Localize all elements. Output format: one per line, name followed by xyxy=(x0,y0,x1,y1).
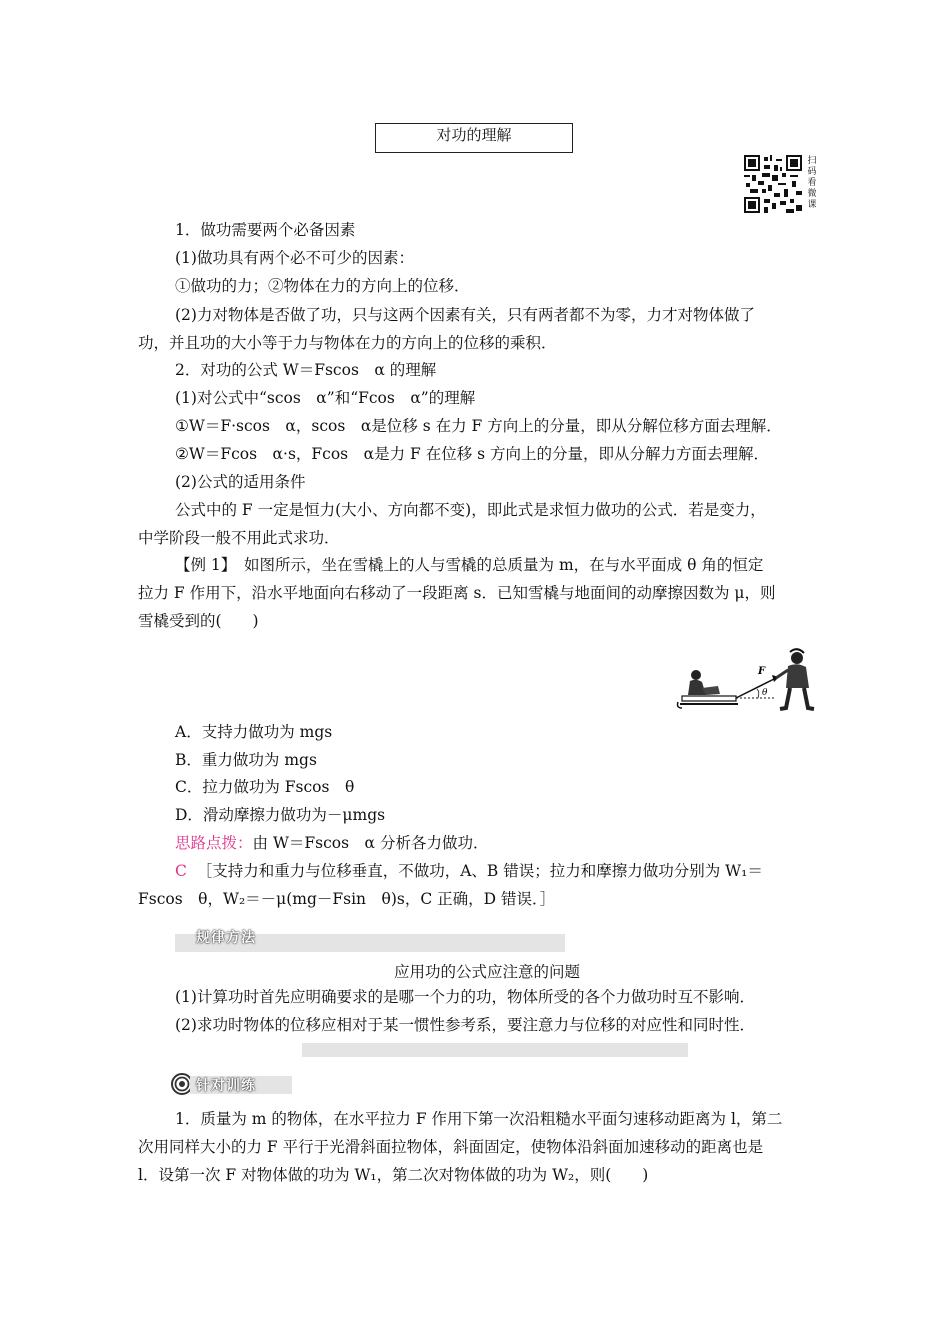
example-1-question: 雪橇受到的( ) xyxy=(138,612,259,630)
paragraph: (2)公式的适用条件 xyxy=(175,473,306,491)
paragraph: ①做功的力；②物体在力的方向上的位移． xyxy=(175,277,470,295)
training-question: 次用同样大小的力 F 平行于光滑斜面拉物体，斜面固定，使物体沿斜面加速移动的距离也是 xyxy=(138,1138,764,1156)
method-badge: 规律方法 xyxy=(196,930,256,946)
angle-label: θ xyxy=(762,688,768,698)
method-band-bottom xyxy=(302,1043,688,1057)
option-d: D．滑动摩擦力做功为－μmgs xyxy=(175,806,386,824)
paragraph: 功，并且功的大小等于力与物体在力的方向上的位移的乘积． xyxy=(138,334,557,352)
paragraph: 公式中的 F 一定是恒力(大小、方向都不变)，即此式是求恒力做功的公式．若是变力， xyxy=(175,501,766,519)
training-question: 1．质量为 m 的物体，在水平拉力 F 作用下第一次沿粗糙水平面匀速移动距离为 l，第二 xyxy=(175,1110,783,1128)
heading-formula: 2．对功的公式 W＝Fscos α 的理解 xyxy=(175,361,437,379)
hint-line xyxy=(175,833,488,853)
answer-text: ［支持力和重力与位移垂直，不做功，A、B 错误；拉力和摩擦力做功分别为 W₁＝ xyxy=(196,862,763,880)
heading-two-factors: 1．做功需要两个必备因素 xyxy=(175,221,356,239)
option-a: A．支持力做功为 mgs xyxy=(175,723,333,741)
method-point: (2)求功时物体的位移应相对于某一惯性参考系，要注意力与位移的对应性和同时性． xyxy=(175,1016,755,1034)
qr-code-icon xyxy=(744,155,802,213)
option-b: B．重力做功为 mgs xyxy=(175,751,317,769)
answer-text-cont: Fscos θ，W₂＝－μ(mg－Fsin θ)s，C 正确，D 错误．］ xyxy=(138,890,556,908)
qr-caption: 扫码看微课 xyxy=(807,156,817,210)
force-label: F xyxy=(758,666,766,677)
paragraph: (1)对公式中“scos α”和“Fcos α”的理解 xyxy=(175,389,476,407)
section-title: 对功的理解 xyxy=(375,123,573,153)
hint-text: 由 W＝Fscos α 分析各力做功． xyxy=(252,834,489,852)
training-badge: 针对训练 xyxy=(196,1078,256,1094)
hint-label: 思路点拨： xyxy=(175,834,253,852)
answer-line xyxy=(175,861,763,881)
example-1-question: 拉力 F 作用下，沿水平地面向右移动了一段距离 s．已知雪橇与地面间的动摩擦因数为 μ，则 xyxy=(138,584,776,602)
option-c: C．拉力做功为 Fscos θ xyxy=(175,778,355,796)
paragraph: ①W＝F·scos α，scos α是位移 s 在力 F 方向上的分量，即从分解位移方面去理解． xyxy=(175,417,782,435)
paragraph: 中学阶段一般不用此式求功． xyxy=(138,529,340,547)
paragraph: ②W＝Fcos α·s，Fcos α是力 F 在位移 s 方向上的分量，即从分解力方面去理解． xyxy=(175,445,770,463)
paragraph: (1)做功具有两个必不可少的因素： xyxy=(175,249,414,267)
sled-figure xyxy=(676,648,816,712)
method-point: (1)计算功时首先应明确要求的是哪一个力的功，物体所受的各个力做功时互不影响． xyxy=(175,988,755,1006)
paragraph: (2)力对物体是否做了功，只与这两个因素有关，只有两者都不为零，力才对物体做了 xyxy=(175,306,755,324)
answer-letter: C xyxy=(175,862,187,880)
method-title: 应用功的公式应注意的问题 xyxy=(394,963,581,981)
example-1-question: 【例 1】 如图所示，坐在雪橇上的人与雪橇的总质量为 m，在与水平面成 θ 角的恒定 xyxy=(175,556,764,574)
training-question: l．设第一次 F 对物体做的功为 W₁，第二次对物体做的功为 W₂，则( ) xyxy=(138,1166,649,1184)
